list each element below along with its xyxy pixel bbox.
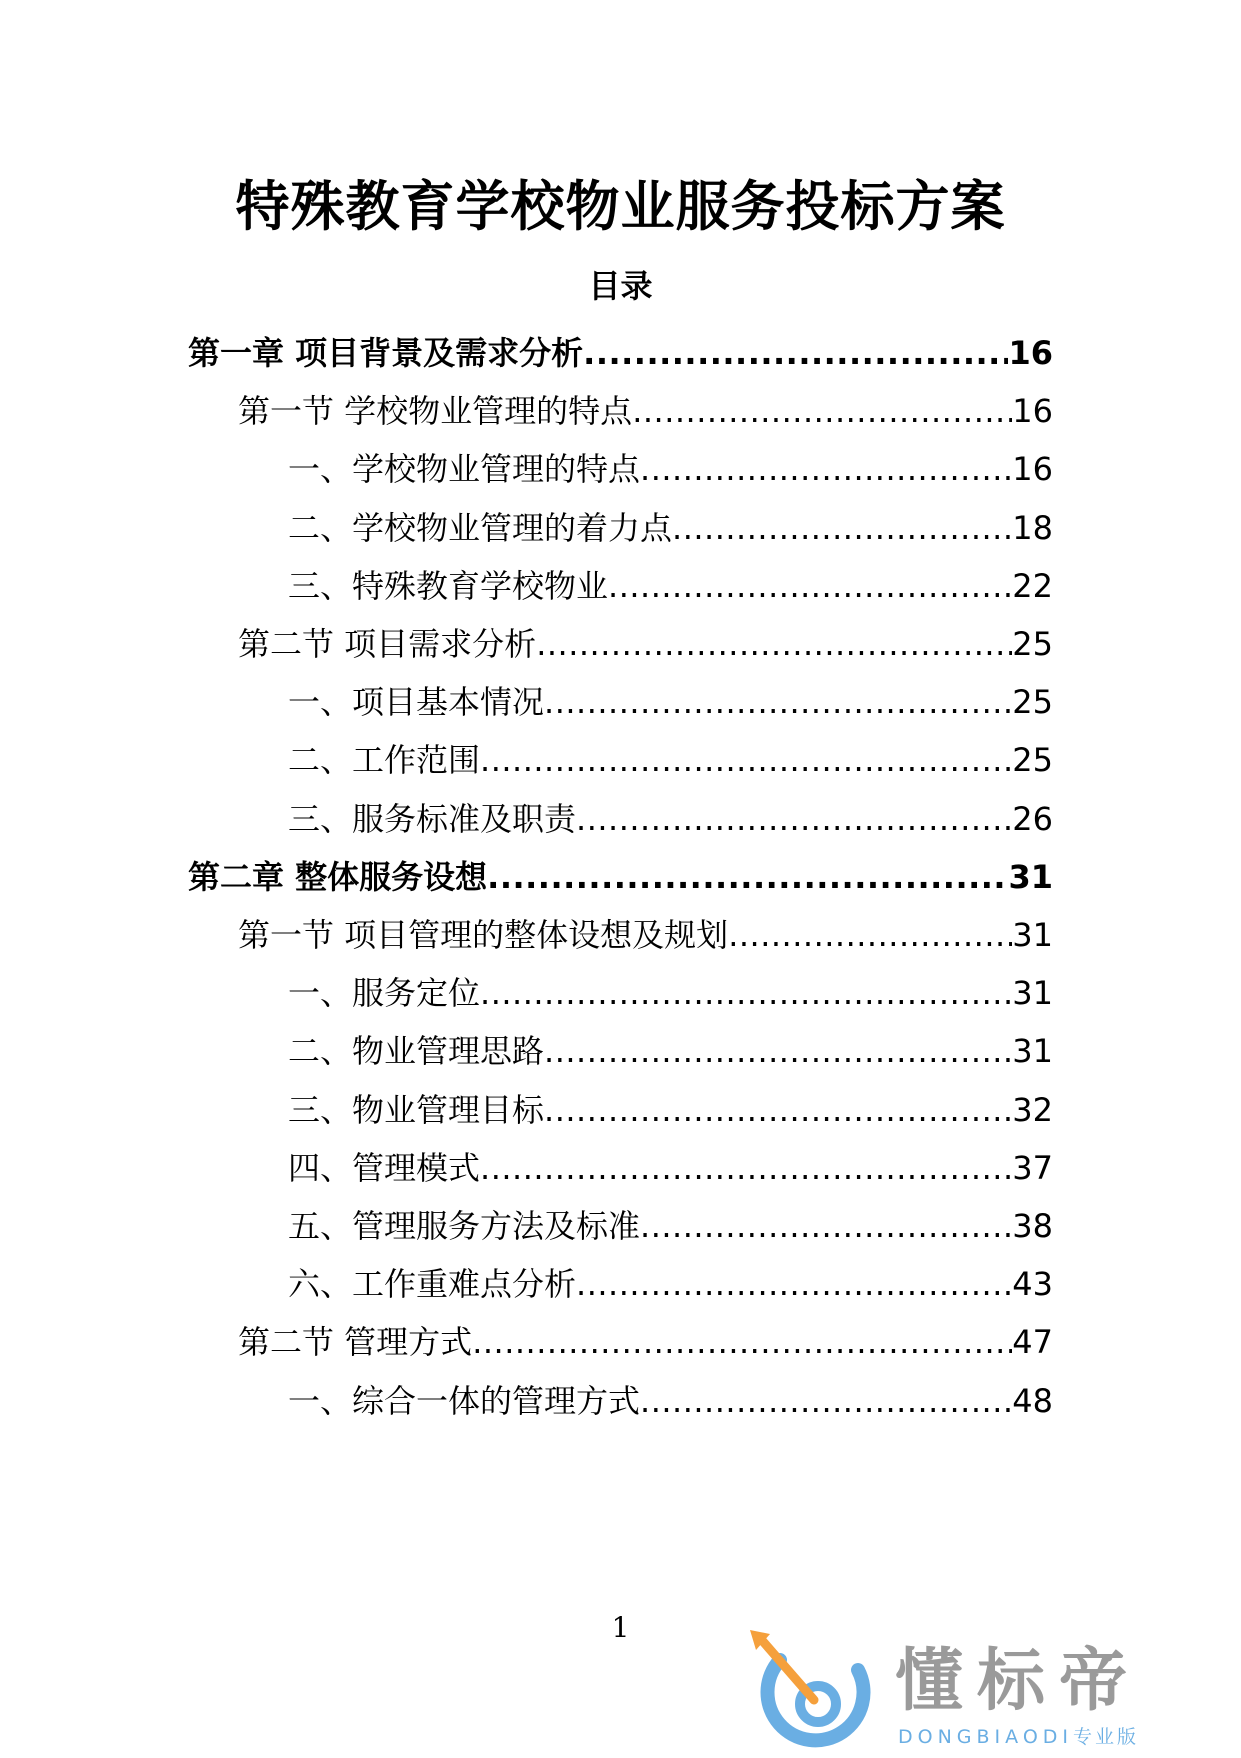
toc-entry-page-number: 31 [1012, 1032, 1053, 1071]
toc-entry[interactable] [288, 1085, 1053, 1135]
toc-entry-page-number: 37 [1012, 1148, 1053, 1187]
toc-entry[interactable] [288, 794, 1053, 844]
watermark-edition: 专业版 [1073, 1726, 1140, 1748]
toc-entry[interactable] [288, 444, 1053, 494]
toc-entry-page-number: 48 [1012, 1381, 1053, 1420]
toc-entry[interactable] [238, 386, 1053, 436]
toc-dot-leader [576, 794, 1012, 844]
toc-entry[interactable] [288, 1259, 1053, 1309]
toc-dot-leader [480, 1143, 1012, 1193]
toc-entry[interactable] [288, 1201, 1053, 1251]
toc-entry-page-number: 25 [1012, 683, 1053, 722]
toc-entry-page-number: 22 [1012, 566, 1053, 605]
toc-entry[interactable] [188, 852, 1053, 902]
toc-entry-page-number: 31 [1012, 974, 1053, 1013]
toc-entry-label: 三、服务标准及职责 [288, 799, 577, 838]
toc-entry-label: 三、特殊教育学校物业 [288, 566, 609, 605]
toc-entry-page-number: 32 [1012, 1090, 1053, 1129]
toc-entry-label: 第一节 项目管理的整体设想及规划 [238, 916, 729, 954]
toc-entry-page-number: 31 [1012, 916, 1053, 954]
toc-entry-label: 一、学校物业管理的特点 [288, 450, 641, 489]
toc-dot-leader [672, 503, 1012, 553]
toc-entry-label: 一、服务定位 [288, 974, 481, 1013]
toc-dot-leader [544, 677, 1012, 727]
toc-entry[interactable] [238, 910, 1053, 960]
toc-dot-leader [536, 619, 1012, 669]
toc-entry[interactable] [288, 677, 1053, 727]
toc-dot-leader [544, 1026, 1012, 1076]
toc-dot-leader [728, 910, 1012, 960]
toc-entry-page-number: 16 [1008, 334, 1053, 372]
toc-entry[interactable] [238, 619, 1053, 669]
toc-entry-label: 一、项目基本情况 [288, 683, 545, 722]
watermark-brand-name: 懂标帝 [895, 1642, 1142, 1721]
toc-entry-page-number: 43 [1012, 1265, 1053, 1304]
toc-entry[interactable] [288, 1143, 1053, 1193]
toc-entry-page-number: 47 [1012, 1323, 1053, 1362]
toc-entry-label: 六、工作重难点分析 [288, 1265, 577, 1304]
toc-entry-page-number: 18 [1012, 508, 1053, 547]
toc-dot-leader [472, 1317, 1012, 1367]
watermark-logo [740, 1630, 1240, 1754]
toc-entry-page-number: 16 [1012, 392, 1053, 431]
toc-entry[interactable] [288, 1376, 1053, 1426]
toc-entry[interactable] [288, 968, 1053, 1018]
toc-entry-page-number: 38 [1012, 1207, 1053, 1245]
toc-entry[interactable] [288, 503, 1053, 553]
toc-dot-leader [480, 735, 1012, 785]
toc-entry-label: 一、综合一体的管理方式 [288, 1381, 641, 1420]
toc-entry-label: 四、管理模式 [288, 1148, 481, 1187]
toc-dot-leader [583, 328, 1008, 378]
watermark-subtitle-latin: DONGBIAODI [898, 1726, 1074, 1748]
toc-entry-page-number: 25 [1012, 741, 1053, 780]
page-number: 1 [611, 1611, 630, 1644]
toc-dot-leader [576, 1259, 1012, 1309]
toc-entry-label: 第二节 管理方式 [238, 1323, 473, 1362]
toc-entry[interactable] [288, 1026, 1053, 1076]
toc-entry[interactable] [238, 1317, 1053, 1367]
toc-entry-label: 二、工作范围 [288, 741, 481, 780]
toc-heading: 目录 [588, 267, 653, 305]
toc-dot-leader [640, 1376, 1012, 1426]
toc-dot-leader [487, 852, 1008, 902]
toc-entry-label: 第一节 学校物业管理的特点 [238, 392, 633, 431]
toc-dot-leader [640, 1201, 1012, 1251]
toc-entry-label: 二、物业管理思路 [288, 1032, 545, 1071]
toc-entry-label: 二、学校物业管理的着力点 [288, 508, 673, 547]
toc-entry[interactable] [288, 735, 1053, 785]
toc-dot-leader [640, 444, 1012, 494]
toc-entry-label: 第二章 整体服务设想 [188, 857, 488, 896]
toc-entry-label: 三、物业管理目标 [288, 1090, 545, 1129]
target-arrow-icon [740, 1630, 890, 1754]
toc-entry[interactable] [288, 561, 1053, 611]
toc-entry[interactable] [188, 328, 1053, 378]
toc-entry-page-number: 31 [1008, 857, 1053, 896]
toc-entry-page-number: 25 [1012, 625, 1053, 663]
toc-dot-leader [544, 1085, 1012, 1135]
toc-entry-label: 五、管理服务方法及标准 [288, 1207, 641, 1245]
toc-entry-label: 第二节 项目需求分析 [238, 625, 537, 663]
toc-entry-label: 第一章 项目背景及需求分析 [188, 334, 584, 372]
watermark-subtitle [898, 1725, 1139, 1749]
document-title: 特殊教育学校物业服务投标方案 [235, 175, 1006, 238]
toc-dot-leader [632, 386, 1012, 436]
toc-entry-page-number: 16 [1012, 450, 1053, 489]
toc-dot-leader [480, 968, 1012, 1018]
toc-entry-page-number: 26 [1012, 799, 1053, 838]
toc-dot-leader [608, 561, 1012, 611]
